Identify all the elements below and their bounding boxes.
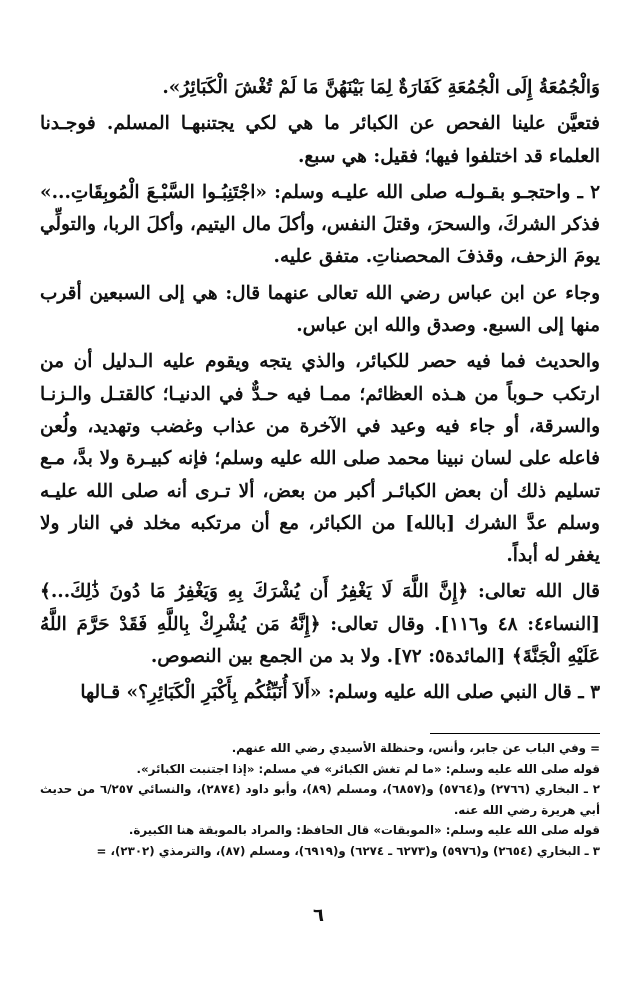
paragraph-intro: فتعيَّن علينا الفحص عن الكبائر ما هي لكي يجتنبهـا المسلم. فوجـدنا العلماء قد اختلفوا فيها؛ فقيل: هي سبع. (40, 113, 600, 167)
page-number: ٦ (313, 905, 324, 926)
footnote-line: = وفي الباب عن جابر، وأنس، وحنظلة الأسيدي رضي الله عنهم. (231, 741, 600, 755)
footnote-line: ٣ ـ البخاري (٢٦٥٤) و(٥٩٧٦) و(٦٢٧٣ ـ ٦٢٧٤) و(٦٩١٩)، ومسلم (٨٧)، والترمذي (٢٣٠٢)، = (96, 843, 600, 858)
footnotes (40, 738, 600, 861)
paragraph-ibn-abbas: وجاء عن ابن عباس رضي الله تعالى عنهما قال: هي إلى السبعين أقرب منها إلى السبع. وصدق والله ابن عباس. (40, 282, 600, 337)
paragraph-greatest-sins: ٣ ـ قال النبي صلى الله عليه وسلم: «أَلاَ أُنَبِّئُكُم بِأَكْبَرِ الْكَبَائِرِ؟» قـالها (80, 682, 600, 704)
paragraph-quran-verses: قال الله تعالى: ﴿إِنَّ اللَّهَ لَا يَغْفِرُ أَن يُشْرَكَ بِهِ وَيَغْفِرُ مَا دُونَ ذَٰلِكَ...﴾ [النساء٤: ٤٨ و١١٦]. وقال تعالى: ﴿إِنَّهُ مَن يُشْرِكْ بِاللَّهِ فَقَدْ حَرَّمَ اللَّهُ عَلَيْهِ الْجَنَّةَ﴾ [المائدة٥: ٧٢]. ولا بد من الجمع بين النصوص. (40, 581, 600, 668)
footnote-line: قوله صلى الله عليه وسلم: «الموبقات» قال الحافظ: والمراد بالموبقة هنا الكبيرة. (128, 823, 600, 837)
footnote-divider (430, 733, 600, 734)
paragraph-hadith-continuation: وَالْجُمُعَةُ إِلَى الْجُمُعَةِ كَفَارَةٌ لِمَا بَيْنَهُنَّ مَا لَمْ تُغْشَ الْكَبَائِرُ». (162, 77, 600, 98)
paragraph-definition: والحديث فما فيه حصر للكبائر، والذي يتجه ويقوم عليه الـدليل أن من ارتكب حـوباً من هـذه العظائم؛ ممـا فيه حـدٌّ في الدنيـا؛ كالقتـل والـزنـا والسرقة، أو جاء فيه وعيد في الآخرة من عذاب وغضب وتهديد، ولُعن فاعله على لسان نبينا محمد صلى الله عليه وسلم؛ فإنه كبيـرة ولا بدَّ، مـع تسليم ذلك أن بعض الكبائـر أكبر من بعض، ألا تـرى أنه صلى الله عليـه وسلم عدَّ الشرك [بالله] من الكبائر، مع أن مرتكبه مخلد في النار ولا يغفر له أبداً. (40, 351, 600, 567)
paragraph-seven-destroyers: ٢ ـ واحتجـو بقـولـه صلى الله عليـه وسلم: «اجْتَنِبُـوا السَّبْـعَ الْمُوبِقَاتِ...» فذكر الشركَ، والسحرَ، وقتلَ النفس، وأكلَ مال اليتيم، وأكلَ الربا، والتولِّي يومَ الزحف، وقذفَ المحصناتِ. متفق عليه. (40, 181, 600, 268)
footnote-line: ٢ ـ البخاري (٢٧٦٦) و(٥٧٦٤) و(٦٨٥٧)، ومسلم (٨٩)، وأبو داود (٢٨٧٤)، والنسائي ٦/٢٥٧ من حديث أبي هريرة رضي الله عنه. (40, 782, 600, 817)
main-text (40, 72, 600, 710)
footnote-line: قوله صلى الله عليه وسلم: «ما لم تغش الكبائر» في مسلم: «إذا اجتنبت الكبائر». (136, 761, 600, 776)
